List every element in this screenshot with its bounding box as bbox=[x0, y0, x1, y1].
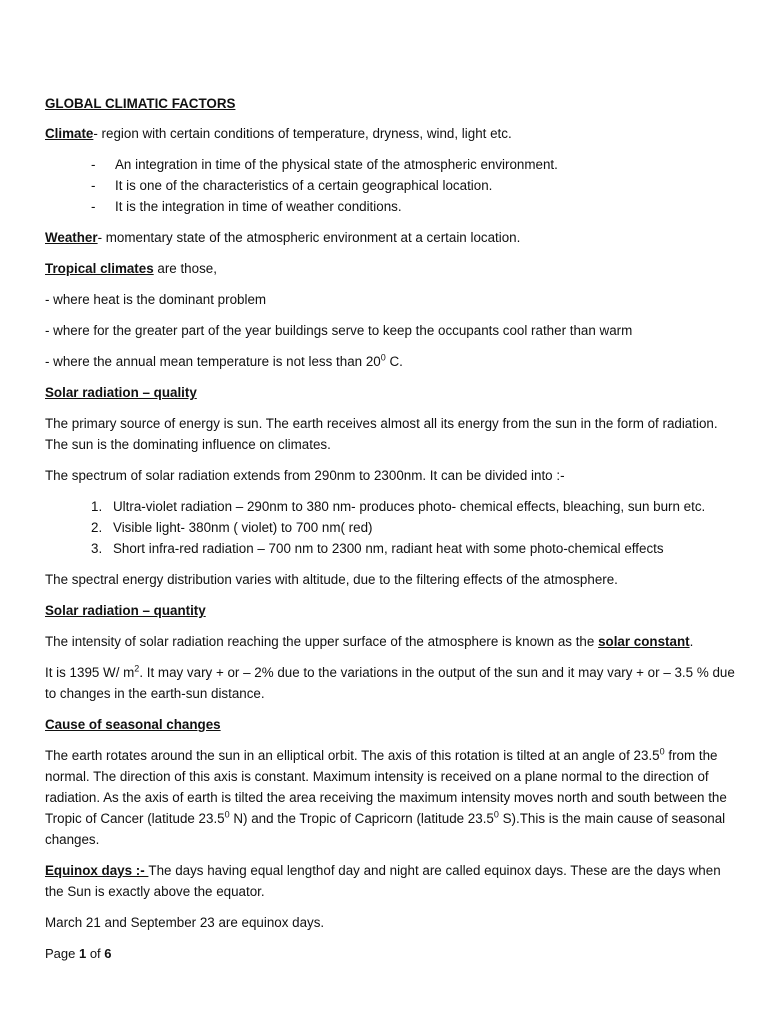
seasonal-text-3: N) and the Tropic of Capricorn (latitude 23.5 bbox=[229, 811, 494, 826]
solar-value-text: It is 1395 W/ m bbox=[45, 665, 135, 680]
list-item: - It is one of the characteristics of a certain geographical location. bbox=[45, 175, 735, 196]
tropical-item-buildings: - where for the greater part of the year buildings serve to keep the occupants cool rather than warm bbox=[45, 323, 633, 338]
temperature-unit: C. bbox=[385, 354, 403, 369]
list-number: 1. bbox=[91, 499, 103, 514]
tropical-item-temperature bbox=[45, 351, 735, 372]
current-page-number: 1 bbox=[78, 946, 87, 961]
solar-quality-paragraph: The primary source of energy is sun. The earth receives almost all its energy from the sun in the form of radiation. The sun is the dominating influence on climates. bbox=[45, 416, 718, 452]
list-item-text: Short infra-red radiation – 700 nm to 2300 nm, radiant heat with some photo-chemical effects bbox=[113, 541, 664, 556]
degree-superscript: 0 bbox=[380, 352, 386, 363]
spectral-distribution-paragraph: The spectral energy distribution varies with altitude, due to the filtering effects of the atmosphere. bbox=[45, 572, 618, 587]
solar-constant-term: solar constant bbox=[598, 634, 690, 649]
equinox-term: Equinox days :- bbox=[45, 863, 149, 878]
tropical-term: Tropical climates bbox=[45, 261, 154, 276]
weather-definition-text: - momentary state of the atmospheric environment at a certain location. bbox=[97, 230, 521, 245]
page-word: Page bbox=[45, 946, 79, 961]
equinox-text: The days having equal lengthof day and night are called equinox days. These are the days when the Sun is exactly above the equator. bbox=[45, 863, 721, 899]
list-item bbox=[45, 496, 735, 517]
tropical-intro bbox=[45, 258, 735, 279]
degree-superscript: 0 bbox=[224, 809, 230, 820]
tropical-item-heat: - where heat is the dominant problem bbox=[45, 292, 267, 307]
seasonal-heading: Cause of seasonal changes bbox=[45, 717, 221, 732]
equinox-paragraph bbox=[45, 860, 735, 902]
seasonal-text-2: from the normal. The direction of this axis is constant. Maximum intensity is received on a plane normal to the direction of radiation. As the axis of earth is tilted the area receiving the maximum intensity moves north and south between the Tropic of Cancer (latitude 23.5 bbox=[45, 748, 727, 826]
climate-bullet-list bbox=[45, 154, 735, 217]
degree-superscript: 0 bbox=[493, 809, 499, 820]
document-page bbox=[45, 93, 735, 933]
solar-spectrum-paragraph: The spectrum of solar radiation extends from 290nm to 2300nm. It can be divided into :- bbox=[45, 468, 565, 483]
tropical-intro-text: are those, bbox=[153, 261, 217, 276]
seasonal-paragraph bbox=[45, 745, 735, 850]
solar-constant-text: The intensity of solar radiation reaching the upper surface of the atmosphere is known as the bbox=[45, 634, 599, 649]
list-item bbox=[45, 517, 735, 538]
solar-value-paragraph bbox=[45, 662, 735, 704]
page-title: GLOBAL CLIMATIC FACTORS bbox=[45, 96, 236, 111]
page-footer bbox=[45, 943, 112, 964]
climate-definition bbox=[45, 123, 735, 144]
weather-definition bbox=[45, 227, 735, 248]
of-word: of bbox=[86, 946, 105, 961]
climate-term: Climate bbox=[45, 126, 94, 141]
seasonal-text-4: S).This is the main cause of seasonal changes. bbox=[45, 811, 726, 847]
list-number: 2. bbox=[91, 520, 103, 535]
solar-variation-text: . It may vary + or – 2% due to the variations in the output of the sun and it may vary + or – 3.5 % due to changes in the earth-sun distance. bbox=[45, 665, 735, 701]
degree-superscript: 0 bbox=[659, 746, 665, 757]
climate-definition-text: - region with certain conditions of temperature, dryness, wind, light etc. bbox=[93, 126, 512, 141]
list-item bbox=[45, 538, 735, 559]
tropical-item-temperature-text: - where the annual mean temperature is not less than 20 bbox=[45, 354, 381, 369]
solar-quality-heading: Solar radiation – quality bbox=[45, 385, 197, 400]
list-item-text: Ultra-violet radiation – 290nm to 380 nm- produces photo- chemical effects, bleaching, sun burn etc. bbox=[113, 499, 706, 514]
list-item-text: Visible light- 380nm ( violet) to 700 nm( red) bbox=[113, 520, 373, 535]
equinox-dates: March 21 and September 23 are equinox days. bbox=[45, 915, 325, 930]
squared-superscript: 2 bbox=[134, 663, 140, 674]
list-item: - It is the integration in time of weather conditions. bbox=[45, 196, 735, 217]
total-page-count: 6 bbox=[104, 946, 112, 961]
solar-constant-paragraph bbox=[45, 631, 735, 652]
weather-term: Weather bbox=[45, 230, 98, 245]
radiation-types-list bbox=[45, 496, 735, 559]
list-item: - An integration in time of the physical state of the atmospheric environment. bbox=[45, 154, 735, 175]
solar-quantity-heading: Solar radiation – quantity bbox=[45, 603, 206, 618]
list-number: 3. bbox=[91, 541, 103, 556]
seasonal-text-1: The earth rotates around the sun in an elliptical orbit. The axis of this rotation is tilted at an angle of 23.5 bbox=[45, 748, 660, 763]
period-text: . bbox=[689, 634, 694, 649]
